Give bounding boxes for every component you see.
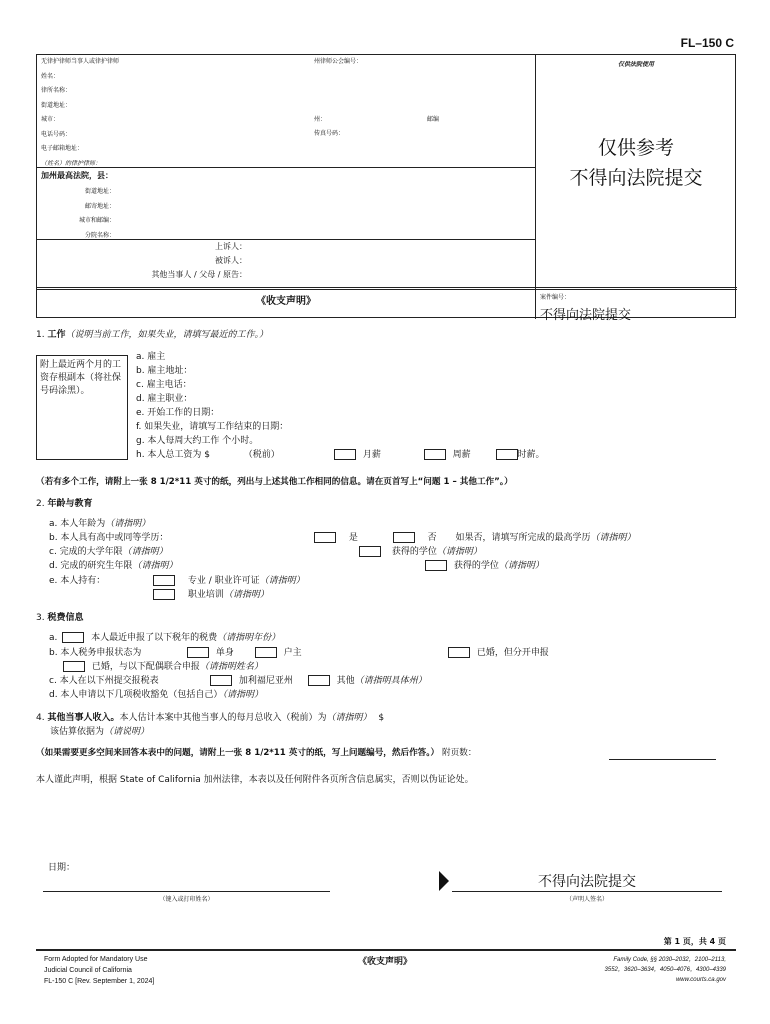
high-school-options	[314, 531, 636, 545]
exemptions-label: d. 本人申请以下几项税收豁免（包括自己）	[49, 690, 223, 700]
college-degree-checkbox[interactable]	[359, 546, 381, 557]
firm-name-field[interactable]: 律所名称：	[41, 87, 72, 94]
employer-address-field[interactable]: b. 雇主地址：	[136, 366, 193, 376]
other-income-hint: （请指明）	[326, 713, 372, 723]
grad-degree-field	[425, 559, 544, 573]
head-of-household-checkbox[interactable]	[255, 647, 277, 658]
college-degree-field	[359, 545, 482, 559]
footer-right	[605, 955, 726, 985]
signature-field[interactable]: 不得向法院提交	[538, 874, 636, 890]
high-school-no-checkbox[interactable]	[393, 532, 415, 543]
married-jointly-label: 已婚，与以下配偶联合申报	[91, 662, 200, 672]
other-state-checkbox[interactable]	[308, 675, 330, 686]
section-title: 其他当事人收入。	[47, 713, 120, 723]
date-label: 日期：	[48, 863, 76, 873]
married-jointly-checkbox[interactable]	[63, 661, 85, 672]
license-checkbox[interactable]	[153, 575, 175, 586]
exemptions-hint: （请指明）	[222, 690, 263, 700]
section4-row	[36, 711, 384, 725]
pages-label: 附页数：	[442, 748, 477, 758]
married-separately-option	[448, 646, 549, 660]
footer-form-rev: FL-150 C [Rev. September 1, 2024]	[44, 978, 155, 985]
attorney-block	[41, 55, 119, 171]
filing-status-label: b. 本人税务申报状态为	[49, 648, 142, 658]
highest-grade-label: 如果否，请填写所完成的最高学历	[455, 533, 591, 543]
license-hint: （请指明）	[259, 576, 305, 586]
attach-paystub-note: 附上最近两个月的工资存根副本（将社保号码涂黑）。	[36, 355, 128, 460]
court-street-field[interactable]: 街道地址：	[84, 188, 115, 195]
section-number: 2.	[36, 499, 45, 509]
case-number-value[interactable]: 不得向法院提交	[540, 308, 632, 323]
footer-code-1: Family Code, §§ 2030–2032，2100–2113,	[613, 957, 726, 963]
college-years-label: c. 完成的大学年限	[49, 547, 123, 557]
college-degree-hint: （请指明）	[436, 547, 482, 557]
grad-years-hint: （请指明）	[132, 561, 178, 571]
vocational-checkbox[interactable]	[153, 589, 175, 600]
monthly-label: 月薪	[362, 450, 381, 460]
section-number: 1.	[36, 330, 45, 340]
section-number: 3.	[36, 613, 45, 623]
footer-website-link[interactable]: www.courts.ca.gov	[675, 977, 726, 983]
court-city-zip-field[interactable]: 城市和邮编：	[78, 217, 115, 224]
phone-field[interactable]: 电话号码：	[41, 130, 72, 138]
hourly-label: 时薪。	[517, 450, 545, 460]
bar-number-field[interactable]: 州律师公会编号：	[314, 58, 363, 65]
form-id: FL–150 C	[680, 36, 734, 50]
estimate-basis-hint: （请说明）	[104, 727, 150, 737]
more-space-note: （如果需要更多空间来回答本表中的问题，请附上一张 8 1/2*11 英寸的纸，写上问题编号，然后作答。）	[36, 748, 440, 758]
print-name-caption: （键入或打印姓名）	[159, 897, 214, 903]
single-label: 单身	[215, 648, 234, 658]
high-school-label: b. 本人具有高中或同等学历：	[49, 533, 169, 543]
signature-line	[452, 891, 722, 892]
fax-field[interactable]: 传真号码：	[314, 130, 345, 137]
gross-pay-row	[136, 448, 288, 462]
vocational-hint: （请指明）	[223, 590, 269, 600]
grad-years-label: d. 完成的研究生年限	[49, 561, 133, 571]
filing-status-options	[187, 646, 302, 660]
married-separately-checkbox[interactable]	[448, 647, 470, 658]
employer-field[interactable]: a. 雇主	[136, 352, 166, 362]
high-school-yes-checkbox[interactable]	[314, 532, 336, 543]
other-state-label: 其他	[336, 676, 355, 686]
state-field[interactable]: 州：	[314, 116, 327, 123]
estimate-basis-label: 该估算依据为	[50, 727, 105, 737]
holds-label: e. 本人持有：	[49, 576, 106, 586]
gross-pay-field[interactable]: h. 本人总工资为 $	[136, 450, 211, 460]
age-hint: （请指明）	[105, 519, 151, 529]
email-field[interactable]: 电子邮箱地址：	[41, 145, 84, 152]
court-address-block	[37, 185, 115, 243]
street-address-field[interactable]: 街道地址：	[41, 101, 72, 109]
tax-state-label: c. 本人在以下州提交报税表	[49, 676, 159, 686]
grad-years-field[interactable]	[49, 559, 177, 573]
case-number-label: 案件编号：	[540, 294, 571, 301]
vocational-option	[153, 588, 269, 602]
tax-year-checkbox[interactable]	[62, 632, 84, 643]
divider-line	[37, 287, 737, 288]
court-mailing-field[interactable]: 邮寄地址：	[84, 202, 115, 210]
sign-here-arrow-icon	[439, 871, 449, 891]
employment-items	[136, 350, 288, 462]
hours-per-week-field[interactable]: g. 本人每周大约工作 个小时。	[136, 436, 259, 446]
yes-label: 是	[348, 533, 358, 543]
age-label: a. 本人年龄为	[49, 519, 106, 529]
footer-council: Judicial Council of California	[44, 967, 132, 974]
college-years-hint: （请指明）	[122, 547, 168, 557]
respondent-field[interactable]: 被诉人：	[215, 256, 247, 265]
married-jointly-hint: （请指明姓名）	[199, 662, 263, 672]
weekly-checkbox[interactable]	[424, 449, 446, 460]
page-number: 第 1 页，共 4 页	[663, 937, 726, 946]
grad-degree-checkbox[interactable]	[425, 560, 447, 571]
grad-degree-label: 获得的学位	[453, 561, 499, 571]
footer-code-2: 3552，3620–3634，4050–4076，4300–4339	[604, 967, 726, 973]
tax-year-row	[49, 631, 280, 645]
zip-field[interactable]: 邮编	[427, 116, 440, 123]
multiple-jobs-note: （若有多个工作，请附上一张 8 1/2*11 英寸的纸，列出与上述其他工作相同的信息。请在页首写上“问题 1 – 其他工作”。）	[36, 477, 513, 487]
other-state-hint: （请指明具体州）	[354, 676, 427, 686]
city-field[interactable]: 城市：	[41, 116, 60, 123]
pay-period-options	[334, 448, 545, 462]
tax-state-options	[210, 674, 427, 688]
footer-rule	[36, 949, 736, 951]
monthly-checkbox[interactable]	[334, 449, 356, 460]
grad-degree-hint: （请指明）	[498, 561, 544, 571]
pages-count-field[interactable]	[609, 759, 716, 760]
caption-box	[36, 54, 736, 323]
married-jointly-option	[63, 660, 263, 674]
watermark-not-for-filing: 不得向法院提交	[569, 167, 703, 189]
attorney-name-field[interactable]: 姓名：	[41, 72, 60, 80]
section-title: 税费信息	[47, 613, 84, 623]
section-hint: （说明当前工作，如果失业，请填写最近的工作。）	[65, 330, 268, 340]
single-checkbox[interactable]	[187, 647, 209, 658]
pretax-label: （税前）	[243, 450, 280, 460]
college-years-field[interactable]	[49, 545, 168, 559]
print-name-line[interactable]	[43, 891, 330, 892]
other-party-field[interactable]: 其他当事人 / 父母 / 原告：	[151, 270, 247, 279]
divider-line	[37, 289, 737, 290]
footer-title: 《收支声明》	[357, 957, 412, 967]
hourly-checkbox[interactable]	[496, 449, 518, 460]
weekly-label: 周薪	[452, 450, 471, 460]
section1-heading	[36, 328, 268, 342]
end-date-field[interactable]: f. 如果失业，请填写工作结束的日期：	[136, 422, 289, 432]
section2-heading	[36, 497, 92, 511]
more-space-row	[36, 746, 476, 760]
declaration-text: 本人谨此声明，根据 State of California 加州法律，本表以及任何附件各页所含信息属实，否则以伪证论处。	[36, 775, 474, 785]
estimate-basis-field[interactable]	[50, 725, 149, 739]
item-letter: a.	[49, 633, 58, 643]
married-separately-label: 已婚，但分开申报	[476, 648, 549, 658]
court-use-label: 仅供法院使用	[617, 61, 654, 68]
license-label: 专业 / 职业许可证	[187, 576, 260, 586]
highest-grade-hint: （请指明）	[590, 533, 636, 543]
california-label: 加利福尼亚州	[238, 676, 293, 686]
court-branch-field[interactable]: 分院名称：	[84, 231, 115, 239]
vocational-label: 职业培训	[187, 590, 224, 600]
california-checkbox[interactable]	[210, 675, 232, 686]
college-degree-label: 获得的学位	[391, 547, 437, 557]
attorney-title: 无律护律师当事人或律护律师	[41, 58, 120, 65]
parties-block	[37, 240, 247, 282]
watermark-reference: 仅供参考	[597, 137, 674, 159]
document-title: 《收支声明》	[256, 296, 316, 307]
section3-heading	[36, 611, 83, 625]
tax-year-hint: （请指明年份）	[217, 633, 281, 643]
signature-caption: （声明人签名）	[565, 897, 608, 903]
license-option	[153, 574, 305, 588]
tax-year-label: 本人最近申报了以下税年的税费	[91, 633, 218, 643]
section-number: 4.	[36, 713, 45, 723]
no-label: 否	[427, 533, 437, 543]
other-income-field[interactable]: $	[378, 713, 385, 723]
petitioner-field[interactable]: 上诉人：	[215, 242, 247, 251]
age-field[interactable]	[49, 517, 150, 531]
attorney-for-field[interactable]: （姓名）的律护律师：	[41, 159, 102, 167]
section-title: 工作	[47, 330, 66, 340]
head-of-household-label: 户主	[283, 648, 302, 658]
employer-phone-field[interactable]: c. 雇主电话：	[136, 380, 192, 390]
exemptions-field[interactable]	[49, 688, 263, 702]
footer-left	[44, 954, 154, 987]
footer-adopted: Form Adopted for Mandatory Use	[44, 956, 148, 963]
other-income-label: 本人估计本案中其他当事人的每月总收入（税前）为	[119, 713, 327, 723]
section-title: 年龄与教育	[47, 499, 93, 509]
occupation-field[interactable]: d. 雇主职业：	[136, 394, 193, 404]
court-title: 加州最高法院，县：	[41, 171, 113, 180]
start-date-field[interactable]: e. 开始工作的日期：	[136, 408, 220, 418]
